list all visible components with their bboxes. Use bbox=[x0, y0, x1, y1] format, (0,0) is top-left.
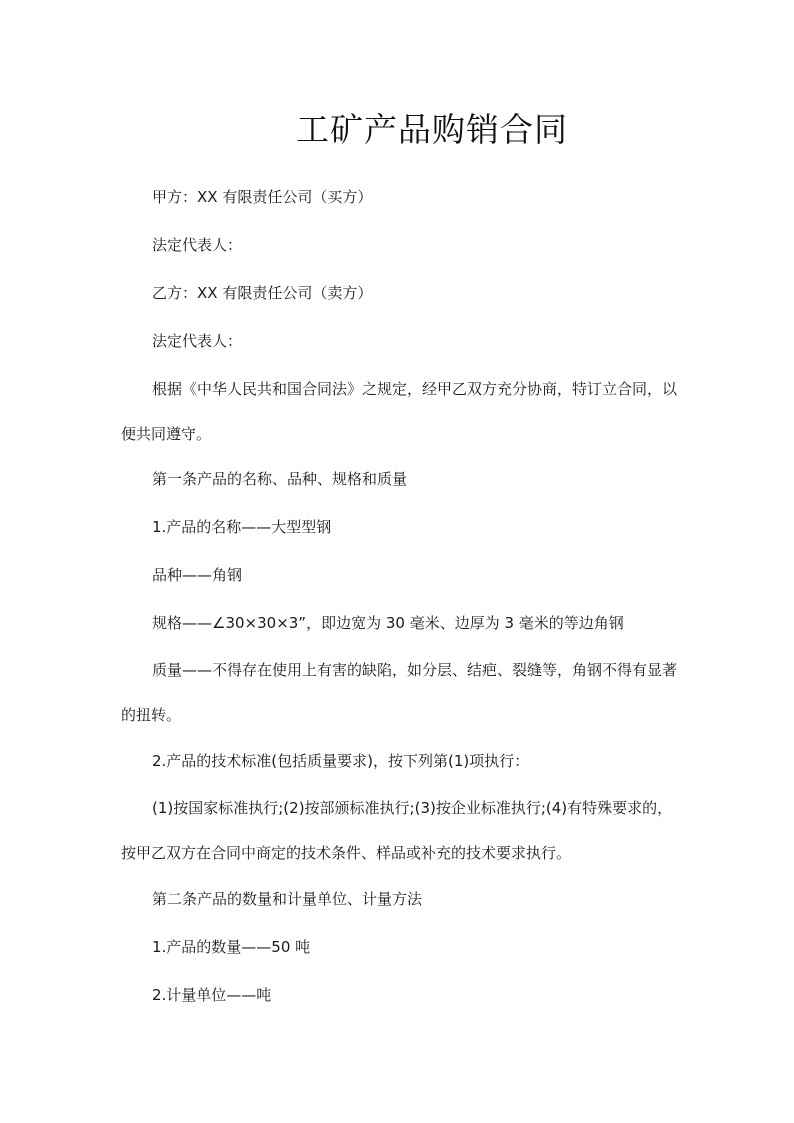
measurement-unit: 2.计量单位——吨 bbox=[152, 986, 272, 1004]
technical-standard: 2.产品的技术标准(包括质量要求)，按下列第(1)项执行： bbox=[152, 752, 530, 770]
party-a: 甲方：XX 有限责任公司（买方） bbox=[152, 188, 373, 206]
standard-options: (1)按国家标准执行;(2)按部颁标准执行;(3)按企业标准执行;(4)有特殊要求的，按甲乙双方在合同中商定的技术条件、样品或补充的技术要求执行。 bbox=[121, 799, 673, 862]
party-b: 乙方：XX 有限责任公司（卖方） bbox=[152, 284, 373, 302]
article-one-heading: 第一条产品的名称、品种、规格和质量 bbox=[152, 470, 408, 488]
preamble-paragraph: 根据《中华人民共和国合同法》之规定，经甲乙双方充分协商，特订立合同，以便共同遵守。 bbox=[121, 380, 678, 443]
product-specification: 规格——∠30×30×3”，即边宽为 30 毫米、边厚为 3 毫米的等边角钢 bbox=[152, 614, 624, 632]
product-quality: 质量——不得存在使用上有害的缺陷，如分层、结疤、裂缝等，角钢不得有显著的扭转。 bbox=[121, 661, 678, 724]
party-b-representative: 法定代表人： bbox=[152, 332, 243, 350]
article-two-heading: 第二条产品的数量和计量单位、计量方法 bbox=[152, 890, 423, 908]
product-name: 1.产品的名称——大型型钢 bbox=[152, 518, 332, 536]
document-title: 工矿产品购销合同 bbox=[296, 110, 568, 149]
party-a-representative: 法定代表人： bbox=[152, 236, 243, 254]
product-variety: 品种——角钢 bbox=[152, 566, 243, 584]
product-quantity: 1.产品的数量——50 吨 bbox=[152, 938, 311, 956]
